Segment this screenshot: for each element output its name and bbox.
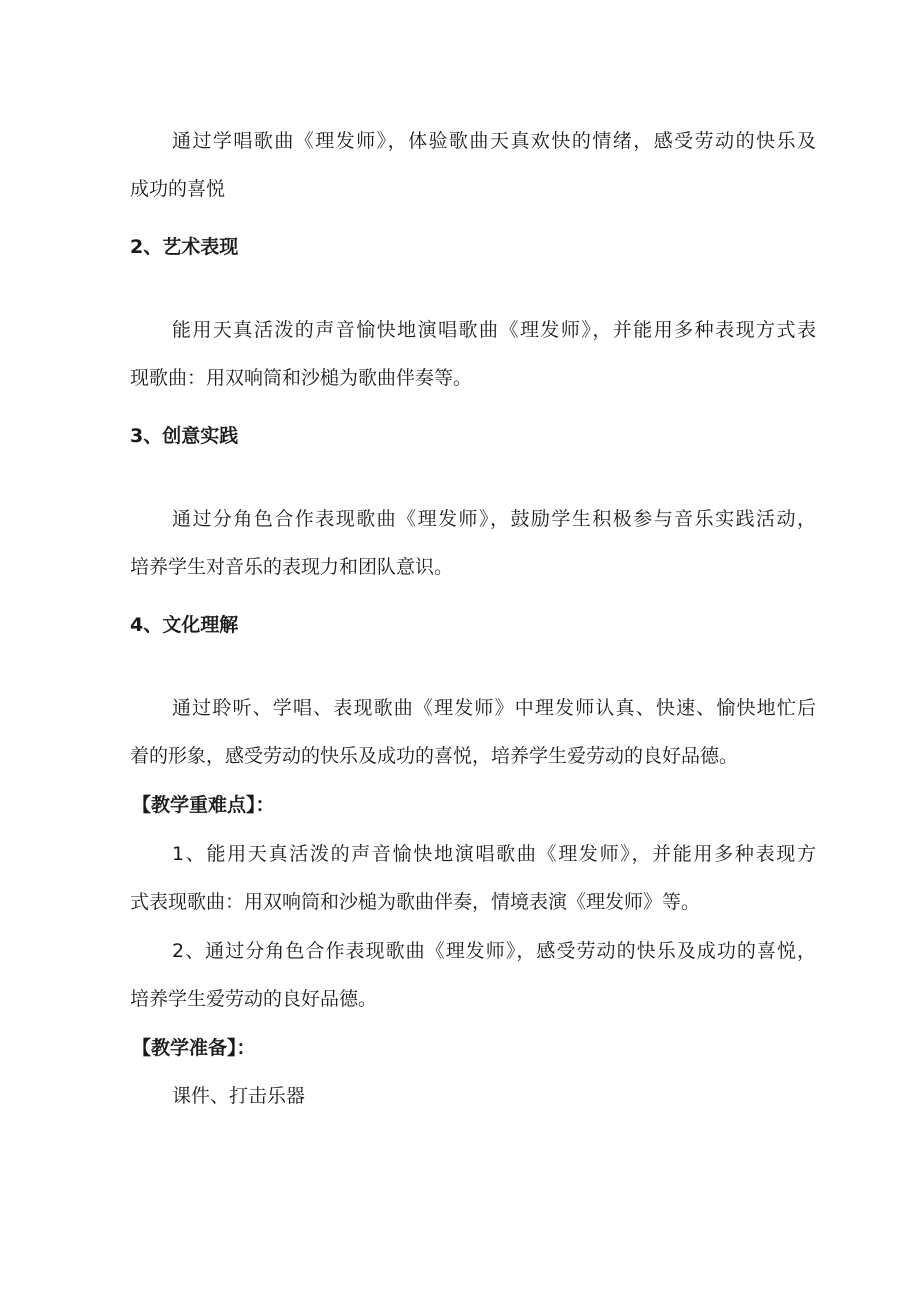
key-point-2-line-2: 培养学生爱劳动的良好品德。 <box>130 988 378 1010</box>
goal-4-line-2: 着的形象，感受劳动的快乐及成功的喜悦，培养学生爱劳动的良好品德。 <box>130 745 739 767</box>
preparation-content: 课件、打击乐器 <box>172 1085 306 1107</box>
key-points-heading: 【教学重难点】： <box>132 794 275 816</box>
section-heading-art-expression: 2、艺术表现 <box>130 236 239 258</box>
goal-1-line-1: 通过学唱歌曲《理发师》，体验歌曲天真欢快的情绪，感受劳动的快乐及 <box>172 130 816 152</box>
goal-3-line-1: 通过分角色合作表现歌曲《理发师》，鼓励学生积极参与音乐实践活动， <box>172 508 816 530</box>
key-point-2-line-1: 2、通过分角色合作表现歌曲《理发师》，感受劳动的快乐及成功的喜悦， <box>172 940 816 962</box>
goal-3-line-2: 培养学生对音乐的表现力和团队意识。 <box>130 556 454 578</box>
section-heading-cultural-understanding: 4、文化理解 <box>130 614 239 636</box>
preparation-heading: 【教学准备】： <box>132 1037 256 1059</box>
goal-4-line-1: 通过聆听、学唱、表现歌曲《理发师》中理发师认真、快速、愉快地忙后 <box>172 697 816 719</box>
section-heading-creative-practice: 3、创意实践 <box>130 425 239 447</box>
key-point-1-line-2: 式表现歌曲：用双响筒和沙槌为歌曲伴奏，情境表演《理发师》等。 <box>130 891 701 913</box>
key-point-1-line-1: 1、能用天真活泼的声音愉快地演唱歌曲《理发师》，并能用多种表现方 <box>172 843 816 865</box>
goal-1-line-2: 成功的喜悦 <box>130 178 226 200</box>
goal-2-line-2: 现歌曲：用双响筒和沙槌为歌曲伴奏等。 <box>130 367 473 389</box>
goal-2-line-1: 能用天真活泼的声音愉快地演唱歌曲《理发师》，并能用多种表现方式表 <box>172 319 816 341</box>
